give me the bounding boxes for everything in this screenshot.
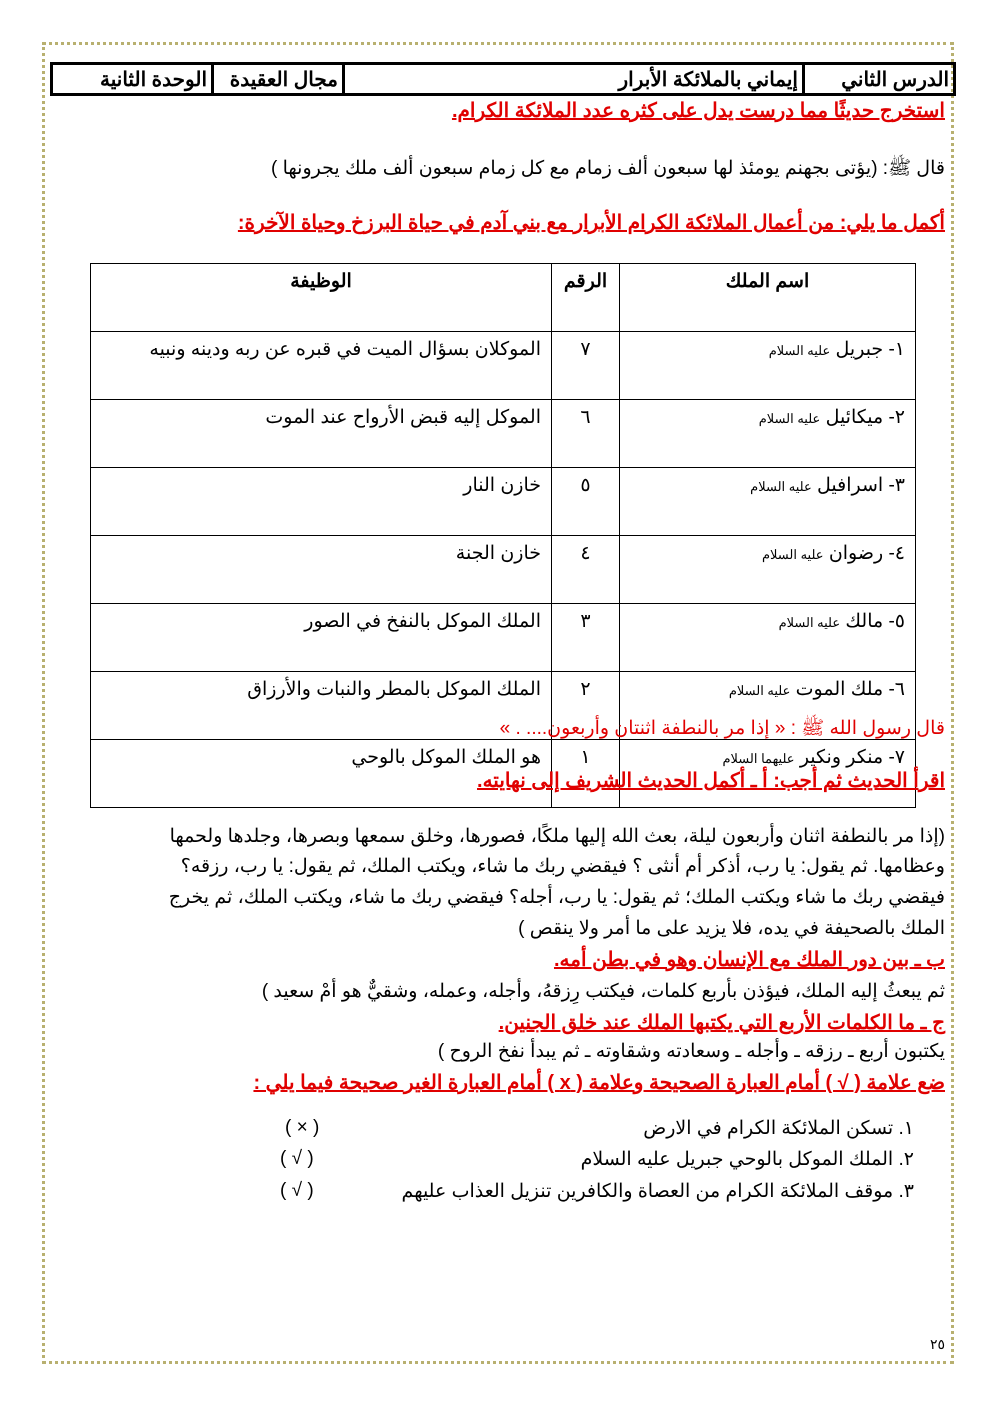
- hadith-line: الملك بالصحيفة في يده، فلا يزيد على ما أمر ولا ينقص ): [518, 918, 945, 939]
- page-number: ٢٥: [929, 1336, 945, 1352]
- row-number: ٣: [552, 604, 620, 672]
- q3c-prompt: ج ـ ما الكلمات الأربع التي يكتبها الملك عند خلق الجنين.: [498, 1012, 945, 1034]
- hadith-line: (إذا مر بالنطفة اثنان وأربعون ليلة، بعث الله إليها ملكًا، فصورها، وخلق سمعها وبصرها، وجلدها ولحمها: [169, 826, 945, 847]
- honorific: عليه السلام: [778, 615, 841, 630]
- unit-label: الوحدة الثانية: [52, 64, 213, 95]
- angel-name-text: ٤- رضوان: [828, 543, 905, 564]
- col-job: الوظيفة: [91, 264, 552, 332]
- angel-name: [620, 400, 916, 468]
- tf-statement: ٢. الملك الموكل بالوحي جبريل عليه السلام: [580, 1149, 914, 1170]
- q1-answer: قال ﷺ: (يؤتى بجهنم يومئذ لها سبعون ألف زمام مع كل زمام سبعون ألف ملك يجرونها ): [271, 158, 945, 179]
- col-name: اسم الملك: [620, 264, 916, 332]
- q3b-answer: ثم يبعثُ إليه الملك، فيؤذن بأربع كلمات، فيكتب رِزقهُ، وأجله، وعمله، وشقيٌّ هو أمْ سعيد ): [261, 981, 945, 1002]
- angel-name: [620, 332, 916, 400]
- angel-job: الموكل إليه قبض الأرواح عند الموت: [91, 400, 552, 468]
- q4-prompt: ضع علامة ( √ ) أمام العبارة الصحيحة وعلامة ( x ) أمام العبارة الغير صحيحة فيما يلي :: [253, 1072, 945, 1094]
- honorific: عليه السلام: [758, 411, 821, 426]
- table-row: [91, 468, 916, 536]
- tf-mark[interactable]: ( √ ): [280, 1148, 314, 1169]
- row-number: ١: [552, 740, 620, 808]
- q2-prompt: أكمل ما يلي: من أعمال الملائكة الكرام الأبرار مع بني آدم في حياة البرزخ وحياة الآخرة:: [237, 212, 945, 234]
- honorific: عليه السلام: [761, 547, 824, 562]
- angel-name-text: ٥- مالك: [845, 611, 905, 632]
- tf-mark[interactable]: ( × ): [285, 1117, 320, 1138]
- angel-name: [620, 604, 916, 672]
- angel-job: هو الملك الموكل بالوحي: [91, 740, 552, 808]
- angel-job: الموكلان بسؤال الميت في قبره عن ربه ودينه ونبيه: [91, 332, 552, 400]
- angel-job: الملك الموكل بالنفخ في الصور: [91, 604, 552, 672]
- q1-prompt: استخرج حديثًا مما درست يدل على كثره عدد الملائكة الكرام.: [451, 100, 945, 122]
- field-label: مجال العقيدة: [213, 64, 344, 95]
- table-row: [91, 332, 916, 400]
- angel-name-text: ٣- اسرافيل: [817, 475, 905, 496]
- header-table: [50, 62, 956, 96]
- honorific: عليهما السلام: [722, 751, 795, 766]
- honorific: عليه السلام: [768, 343, 831, 358]
- angel-name-text: ٦- ملك الموت: [795, 679, 905, 700]
- hadith-line: وعظامها. ثم يقول: يا رب، أذكر أم أنثى ؟ فيقضي ربك ما شاء، ويكتب الملك، ثم يقول: يا رب، رزقه؟: [180, 856, 945, 877]
- table-row: [91, 604, 916, 672]
- tf-statement: ١. تسكن الملائكة الكرام في الارض: [643, 1118, 914, 1139]
- lesson-title: إيماني بالملائكة الأبرار: [344, 64, 804, 95]
- table-row: [91, 400, 916, 468]
- angel-job: خازن النار: [91, 468, 552, 536]
- tf-statement: ٣. موقف الملائكة الكرام من العصاة والكافرين تنزيل العذاب عليهم: [401, 1181, 914, 1202]
- row-number: ٥: [552, 468, 620, 536]
- tf-mark[interactable]: ( √ ): [280, 1180, 314, 1201]
- row-number: ٢: [552, 672, 620, 740]
- angel-name-text: ٢- ميكائيل: [825, 407, 905, 428]
- angel-job: خازن الجنة: [91, 536, 552, 604]
- q3c-answer: يكتبون أربع ـ رزقه ـ وأجله ـ وسعادته وشقاوته ـ ثم يبدأ نفخ الروح ): [437, 1041, 945, 1062]
- row-number: ٧: [552, 332, 620, 400]
- q3-prompt: اقرأ الحديث ثم أجب: أ ـ أكمل الحديث الشريف إلى نهايته.: [477, 770, 945, 792]
- row-number: ٤: [552, 536, 620, 604]
- table-row: [91, 536, 916, 604]
- lesson-label: الدرس الثاني: [804, 64, 955, 95]
- honorific: عليه السلام: [750, 479, 812, 494]
- angel-name-text: ١- جبريل: [835, 339, 905, 360]
- honorific: عليه السلام: [728, 683, 791, 698]
- angel-name: [620, 468, 916, 536]
- angel-name-text: ٧- منكر ونكير: [799, 747, 905, 768]
- col-number: الرقم: [552, 264, 620, 332]
- hadith-line: فيقضي ربك ما شاء ويكتب الملك؛ ثم يقول: يا رب، أجله؟ فيقضي ربك ما شاء، ويكتب الملك، ثم يخرج: [168, 887, 945, 908]
- hadith-quote: قال رسول الله ﷺ : « إذا مر بالنطفة اثنتان وأربعون.... . »: [499, 718, 945, 739]
- row-number: ٦: [552, 400, 620, 468]
- q3b-prompt: ب ـ بين دور الملك مع الإنسان وهو في بطن أمه.: [553, 949, 945, 971]
- angel-job: الملك الموكل بالمطر والنبات والأرزاق: [91, 672, 552, 740]
- angel-name: [620, 536, 916, 604]
